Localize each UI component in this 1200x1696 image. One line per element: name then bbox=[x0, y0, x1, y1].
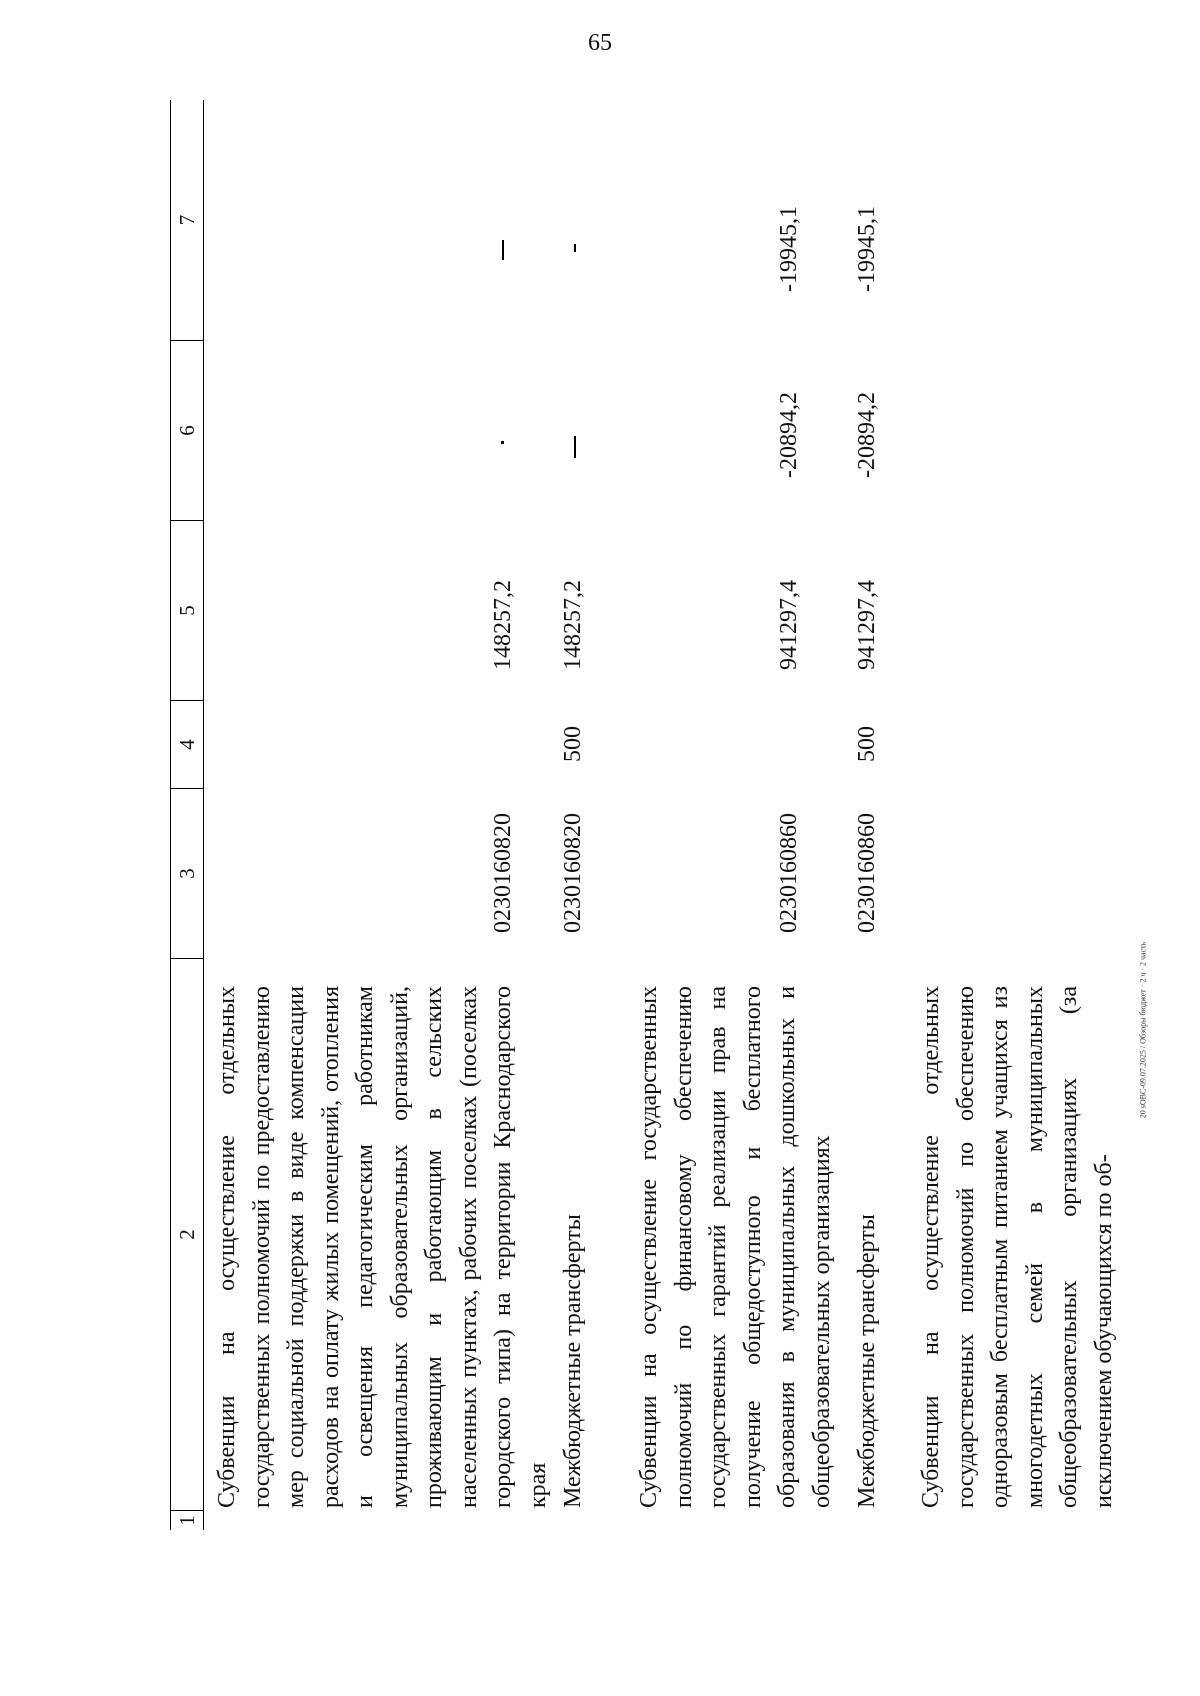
table-row bbox=[914, 100, 1117, 1530]
row-type-code: 500 bbox=[854, 726, 880, 762]
row-change-amount-2: -19945,1 bbox=[854, 206, 880, 292]
header-cell-1: 1 bbox=[171, 1510, 203, 1530]
row-amount: 941297,4 bbox=[776, 580, 802, 670]
row-code: 0230160820 bbox=[490, 813, 516, 933]
row-change-amount-1: -20894,2 bbox=[776, 392, 802, 478]
row-change-amount-1: -20894,2 bbox=[854, 392, 880, 478]
header-cell-3: 3 bbox=[171, 788, 203, 958]
row-amount: 941297,4 bbox=[854, 580, 880, 670]
table-row bbox=[210, 100, 551, 1530]
header-cell-2: 2 bbox=[171, 958, 203, 1510]
row-description: Субвенции на осуществление отдельных государственных полномочий по предоставлению мер социальной поддержки в виде компенсации расходов на оплату жилых помещений, отопления и освещения педагогическим работникам муниципальных образовательных организаций, проживающим и работающим в сельских населенных пунктах, рабочих поселках (поселках городского типа) на территории Краснодарского края bbox=[214, 986, 551, 1508]
row-code: 0230160860 bbox=[776, 813, 802, 933]
row-amount: 148257,2 bbox=[560, 580, 586, 670]
budget-table bbox=[170, 100, 1117, 1530]
row-code: 0230160860 bbox=[854, 813, 880, 933]
table-header-row bbox=[170, 100, 204, 1530]
row-col7-dash bbox=[574, 244, 576, 252]
row-col7-dash bbox=[502, 240, 504, 260]
row-code: 0230160820 bbox=[560, 813, 586, 933]
row-col6-dash bbox=[574, 436, 576, 458]
header-cell-7: 7 bbox=[175, 214, 199, 226]
header-cell-4: 4 bbox=[171, 700, 203, 788]
row-type-code: 500 bbox=[560, 726, 586, 762]
footer-note: 20 sОВС-09.07.2025 / Обзоры бюджет · 2 ч · 2 часть bbox=[1138, 941, 1148, 1119]
page-number: 65 bbox=[588, 30, 612, 56]
header-cell-5: 5 bbox=[171, 520, 203, 700]
header-cell-6: 6 bbox=[171, 340, 203, 520]
row-description: Субвенции на осуществление отдельных государственных полномочий по обеспечению одноразовым бесплатным питанием учащихся из многодетных семей в муниципальных общеобразовательных организациях (за исключением обучающихся по об- bbox=[918, 986, 1117, 1508]
row-description: Субвенции на осуществление государственных полномочий по финансовому обеспечению государственных гарантий реализации прав на получение общедоступного и бесплатного образования в муниципальных дошкольных и общеобразовательных организациях bbox=[636, 986, 835, 1508]
table-row bbox=[850, 100, 890, 1530]
row-amount: 148257,2 bbox=[490, 580, 516, 670]
table-row bbox=[632, 100, 835, 1530]
rotated-sheet-wrapper bbox=[170, 100, 1117, 1530]
table-row bbox=[556, 100, 596, 1530]
row-change-amount-2: -19945,1 bbox=[776, 206, 802, 292]
row-col6-dash bbox=[501, 441, 504, 444]
row-description: Межбюджетные трансферты bbox=[854, 1214, 880, 1508]
row-description: Межбюджетные трансферты bbox=[560, 1214, 586, 1508]
